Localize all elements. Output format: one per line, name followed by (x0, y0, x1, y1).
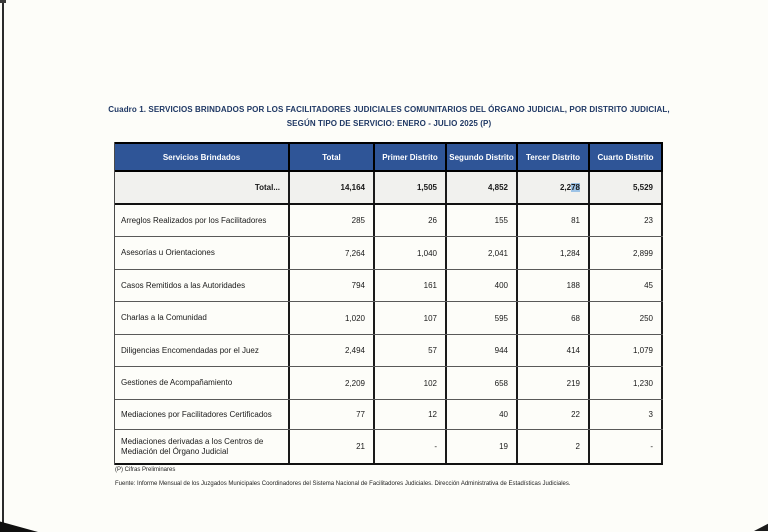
row-label: Mediaciones derivadas a los Centros de Mediación del Órgano Judicial (115, 430, 290, 463)
row-label: Charlas a la Comunidad (115, 302, 290, 334)
cell-segundo: 400 (447, 270, 518, 301)
total-row (115, 172, 663, 205)
table-row (115, 302, 663, 335)
cell-primer: 26 (375, 205, 447, 236)
cell-cuarto: 1,230 (590, 367, 663, 399)
cell-segundo: 658 (447, 367, 518, 399)
cell-tercer: 22 (518, 400, 590, 429)
cell-segundo: 2,041 (447, 237, 518, 269)
table-title-line1: Cuadro 1. SERVICIOS BRINDADOS POR LOS FACILITADORES JUDICIALES COMUNITARIOS DEL ÓRGANO JUDICIAL, POR DISTRITO JUDICIAL, (108, 105, 670, 114)
total-row-tercer (518, 172, 590, 203)
page-edge-left (2, 0, 4, 532)
table-row (115, 205, 663, 237)
table-row (115, 400, 663, 430)
cell-primer: 107 (375, 302, 447, 334)
row-label: Diligencias Encomendadas por el Juez (115, 335, 290, 366)
table-row (115, 270, 663, 302)
cell-tercer: 188 (518, 270, 590, 301)
cell-tercer: 219 (518, 367, 590, 399)
cell-segundo: 155 (447, 205, 518, 236)
cell-tercer: 81 (518, 205, 590, 236)
cell-tercer: 1,284 (518, 237, 590, 269)
cell-cuarto: - (590, 430, 663, 463)
cell-total: 2,494 (290, 335, 375, 366)
page-edge-bottom-left (0, 518, 38, 532)
cell-cuarto: 23 (590, 205, 663, 236)
row-label: Mediaciones por Facilitadores Certificados (115, 400, 290, 429)
table-title (100, 103, 678, 130)
cell-tercer: 68 (518, 302, 590, 334)
table-row (115, 430, 663, 465)
total-row-total: 14,164 (290, 172, 375, 203)
cell-tercer: 2 (518, 430, 590, 463)
footnote-preliminary: (P) Cifras Preliminares (115, 467, 176, 473)
table-title-line2: SEGÚN TIPO DE SERVICIO: ENERO - JULIO 2025 (P) (286, 118, 492, 128)
table-row (115, 335, 663, 367)
page-corner-mark-top-left (0, 0, 6, 3)
row-label: Asesorías u Orientaciones (115, 237, 290, 269)
cell-total: 77 (290, 400, 375, 429)
row-label: Gestiones de Acompañamiento (115, 367, 290, 399)
table-row (115, 237, 663, 270)
cell-primer: 57 (375, 335, 447, 366)
cell-cuarto: 3 (590, 400, 663, 429)
selection-highlight: 78 (571, 183, 580, 192)
cell-primer: 1,040 (375, 237, 447, 269)
cell-total: 7,264 (290, 237, 375, 269)
header-total: Total (290, 144, 375, 170)
page-corner-mark-bottom-right (754, 523, 768, 531)
cell-segundo: 19 (447, 430, 518, 463)
cell-primer: 161 (375, 270, 447, 301)
total-row-segundo: 4,852 (447, 172, 518, 203)
header-servicios: Servicios Brindados (115, 144, 290, 170)
services-table (114, 142, 663, 465)
total-row-cuarto: 5,529 (590, 172, 663, 203)
header-tercer-distrito: Tercer Distrito (518, 144, 590, 170)
cell-cuarto: 250 (590, 302, 663, 334)
cell-total: 21 (290, 430, 375, 463)
cell-total: 2,209 (290, 367, 375, 399)
cell-total: 285 (290, 205, 375, 236)
header-primer-distrito: Primer Distrito (375, 144, 447, 170)
cell-cuarto: 2,899 (590, 237, 663, 269)
cell-tercer: 414 (518, 335, 590, 366)
total-tercer-prefix: 2,2 (559, 183, 572, 192)
total-row-primer: 1,505 (375, 172, 447, 203)
total-row-label: Total... (115, 172, 290, 203)
header-cuarto-distrito: Cuarto Distrito (590, 144, 663, 170)
row-label: Arreglos Realizados por los Facilitadores (115, 205, 290, 236)
cell-primer: - (375, 430, 447, 463)
table-row (115, 367, 663, 400)
cell-total: 1,020 (290, 302, 375, 334)
cell-total: 794 (290, 270, 375, 301)
cell-primer: 102 (375, 367, 447, 399)
cell-primer: 12 (375, 400, 447, 429)
cell-cuarto: 1,079 (590, 335, 663, 366)
cell-cuarto: 45 (590, 270, 663, 301)
table-header-row (115, 142, 663, 172)
cell-segundo: 40 (447, 400, 518, 429)
header-segundo-distrito: Segundo Distrito (447, 144, 518, 170)
cell-segundo: 595 (447, 302, 518, 334)
row-label: Casos Remitidos a las Autoridades (115, 270, 290, 301)
footnote-source: Fuente: Informe Mensual de los Juzgados Municipales Coordinadores del Sistema Nacional de Facilitadores Judiciales. Dirección Administrativa de Estadísticas Judiciales. (115, 481, 571, 487)
cell-segundo: 944 (447, 335, 518, 366)
